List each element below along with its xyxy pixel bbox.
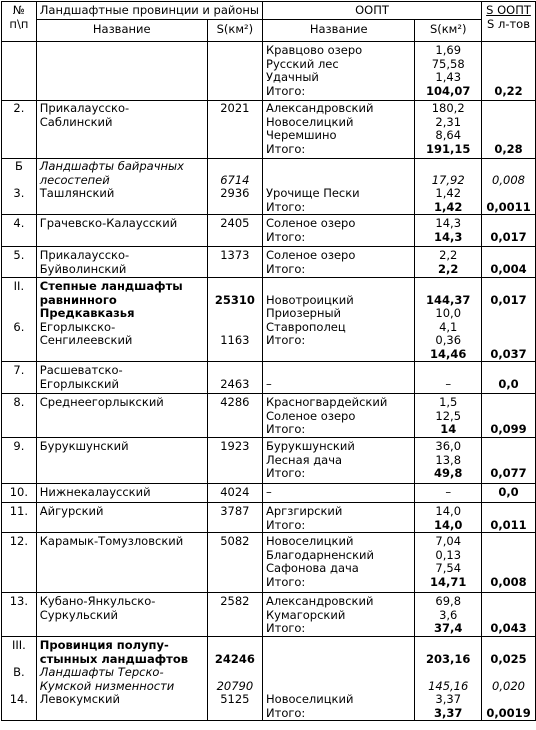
- area-ratio: 0,0: [482, 484, 536, 503]
- province-area: 2405: [207, 215, 262, 247]
- area-ratio: 0,008 0,0011: [482, 159, 536, 215]
- oopt-names: Бурукшунский Лесная дача Итого:: [263, 438, 415, 484]
- area-ratio: 0,0: [482, 362, 536, 394]
- province-name: Ландшафты байрачных лесостепей Ташлянский: [36, 159, 207, 215]
- area-ratio: 0,099: [482, 394, 536, 438]
- row-num: Б 3.: [2, 159, 37, 215]
- oopt-names: –: [263, 484, 415, 503]
- oopt-areas: –: [415, 484, 482, 503]
- oopt-names: Красногвардейский Соленое озеро Итого:: [263, 394, 415, 438]
- province-name: Бурукшунский: [36, 438, 207, 484]
- province-name: Карамык-Томузловский: [36, 533, 207, 593]
- oopt-areas: 144,37 10,0 4,1 0,36 14,46: [415, 278, 482, 362]
- row-num: III. В. 14.: [2, 637, 37, 721]
- oopt-areas: 180,2 2,31 8,64 191,15: [415, 101, 482, 159]
- area-ratio: 0,22: [482, 42, 536, 101]
- table-row: [2, 533, 536, 593]
- header-name-2: Название: [263, 20, 415, 42]
- oopt-names: Соленое озеро Итого:: [263, 215, 415, 247]
- province-name: Нижнекалаусский: [36, 484, 207, 503]
- province-name: Кубано-Янкульско- Суркульский: [36, 593, 207, 637]
- header-s-ratio: S ООПТ S л-тов: [482, 2, 536, 42]
- province-area: 5082: [207, 533, 262, 593]
- row-num: 13.: [2, 593, 37, 637]
- province-area: 24246 20790 5125: [207, 637, 262, 721]
- row-num: 4.: [2, 215, 37, 247]
- oopt-areas: 69,8 3,6 37,4: [415, 593, 482, 637]
- oopt-areas: 7,04 0,13 7,54 14,71: [415, 533, 482, 593]
- row-num: 9.: [2, 438, 37, 484]
- landscape-oopt-table: [1, 1, 536, 721]
- province-name: Расшеватско- Егорлыкский: [36, 362, 207, 394]
- table-row: [2, 503, 536, 533]
- province-area: 1923: [207, 438, 262, 484]
- row-num: 2.: [2, 101, 37, 159]
- table-row: [2, 637, 536, 721]
- province-name: Грачевско-Калаусский: [36, 215, 207, 247]
- oopt-areas: 1,69 75,58 1,43 104,07: [415, 42, 482, 101]
- province-area: 2582: [207, 593, 262, 637]
- row-num: 8.: [2, 394, 37, 438]
- oopt-areas: –: [415, 362, 482, 394]
- row-num: [2, 42, 37, 101]
- header-oopt: ООПТ: [263, 2, 482, 20]
- province-area: 3787: [207, 503, 262, 533]
- area-ratio: 0,017 0,037: [482, 278, 536, 362]
- area-ratio: 0,077: [482, 438, 536, 484]
- oopt-areas: 17,92 1,42 1,42: [415, 159, 482, 215]
- province-area: 4024: [207, 484, 262, 503]
- oopt-names: Новоселицкий Благодарненский Сафонова дача Итого:: [263, 533, 415, 593]
- oopt-names: –: [263, 362, 415, 394]
- oopt-names: Александровский Кумагорский Итого:: [263, 593, 415, 637]
- oopt-areas: 14,3 14,3: [415, 215, 482, 247]
- oopt-names: Новотроицкий Приозерный Ставрополец Итого:: [263, 278, 415, 362]
- oopt-names: Кравцово озеро Русский лес Удачный Итого:: [263, 42, 415, 101]
- row-num: 7.: [2, 362, 37, 394]
- table-row: [2, 278, 536, 362]
- header-provinces: Ландшафтные провинции и районы: [36, 2, 262, 20]
- province-area: 6714 2936: [207, 159, 262, 215]
- province-name: Прикалаусско- Саблинский: [36, 101, 207, 159]
- area-ratio: 0,043: [482, 593, 536, 637]
- row-num: 5.: [2, 247, 37, 278]
- oopt-areas: 2,2 2,2: [415, 247, 482, 278]
- row-num: 10.: [2, 484, 37, 503]
- oopt-areas: 1,5 12,5 14: [415, 394, 482, 438]
- province-area: 1373: [207, 247, 262, 278]
- table-row: [2, 484, 536, 503]
- area-ratio: 0,025 0,020 0,0019: [482, 637, 536, 721]
- province-name: Айгурский: [36, 503, 207, 533]
- header-name-1: Название: [36, 20, 207, 42]
- area-ratio: 0,017: [482, 215, 536, 247]
- table-row: [2, 438, 536, 484]
- area-ratio: 0,008: [482, 533, 536, 593]
- area-ratio: 0,28: [482, 101, 536, 159]
- province-area: 2021: [207, 101, 262, 159]
- table-row: [2, 593, 536, 637]
- table-row: [2, 362, 536, 394]
- header-area-1: S(км²): [207, 20, 262, 42]
- oopt-names: Урочище Пески Итого:: [263, 159, 415, 215]
- province-area: 2463: [207, 362, 262, 394]
- province-name: Среднеегорлыкский: [36, 394, 207, 438]
- oopt-names: Александровский Новоселицкий Черемшино Итого:: [263, 101, 415, 159]
- area-ratio: 0,011: [482, 503, 536, 533]
- row-num: 12.: [2, 533, 37, 593]
- province-area: 4286: [207, 394, 262, 438]
- province-name: Степные ландшафты равнинного Предкавказья Егорлыкско- Сенгилеевский: [36, 278, 207, 362]
- oopt-names: Новоселицкий Итого:: [263, 637, 415, 721]
- province-name: Провинция полупу- стынных ландшафтов Ландшафты Терско- Кумской низменности Левокумский: [36, 637, 207, 721]
- oopt-names: Аргзгирский Итого:: [263, 503, 415, 533]
- province-name: [36, 42, 207, 101]
- table-row: [2, 215, 536, 247]
- oopt-areas: 203,16 145,16 3,37 3,37: [415, 637, 482, 721]
- oopt-areas: 14,0 14,0: [415, 503, 482, 533]
- header-area-2: S(км²): [415, 20, 482, 42]
- row-num: II. 6.: [2, 278, 37, 362]
- table-row: [2, 394, 536, 438]
- table-row: [2, 247, 536, 278]
- header-num: № п\п: [2, 2, 37, 42]
- province-area: 25310 1163: [207, 278, 262, 362]
- area-ratio: 0,004: [482, 247, 536, 278]
- row-num: 11.: [2, 503, 37, 533]
- oopt-areas: 36,0 13,8 49,8: [415, 438, 482, 484]
- province-area: [207, 42, 262, 101]
- table-row: [2, 42, 536, 101]
- province-name: Прикалаусско- Буйволинский: [36, 247, 207, 278]
- table-row: [2, 159, 536, 215]
- table-row: [2, 101, 536, 159]
- oopt-names: Соленое озеро Итого:: [263, 247, 415, 278]
